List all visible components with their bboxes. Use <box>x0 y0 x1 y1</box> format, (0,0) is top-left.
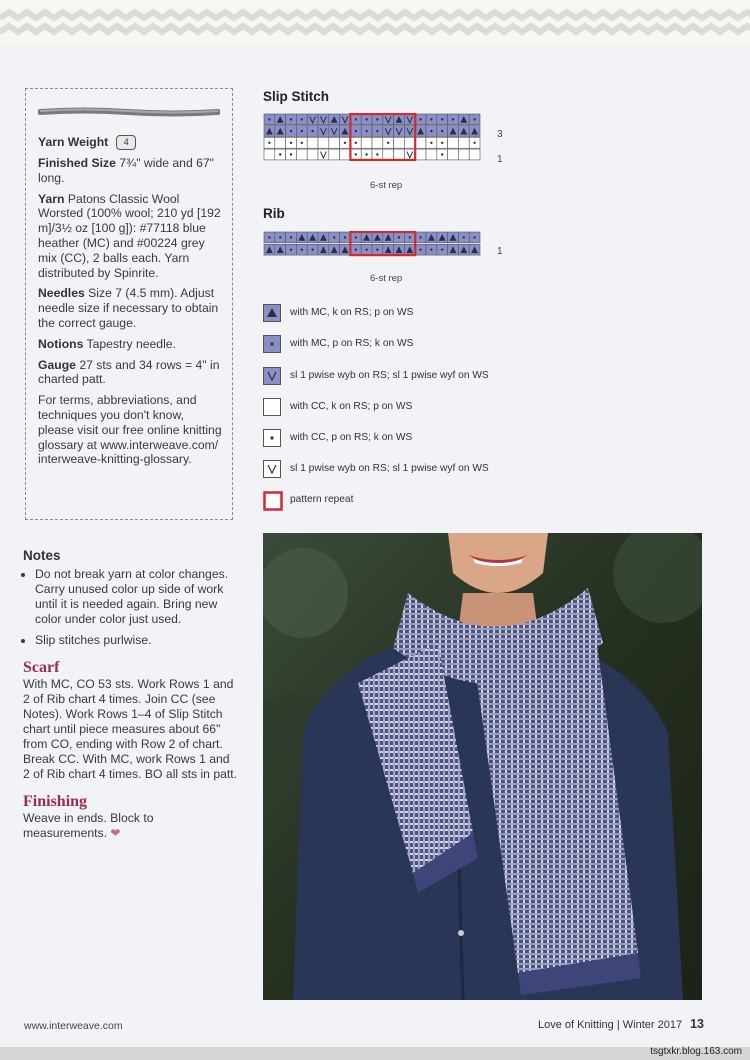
watermark-bar <box>0 1047 750 1060</box>
chart-cell-knit <box>329 114 340 125</box>
chart-cell-purl <box>286 149 297 160</box>
chart-cell-purl <box>437 137 448 148</box>
footer-issue: Love of Knitting | Winter 2017 13 <box>537 1017 704 1031</box>
yarn-details: Yarn Patons Classic Wool Worsted (100% wool; 210 yd [192 m]/3½ oz [100 g]): #77118 blue heather (MC) and #00224 grey mix (CC), 2 balls each. Yarn distributed by Spinrite. <box>38 191 221 280</box>
chart-cell-purl <box>264 114 275 125</box>
chart-cell-knit <box>318 244 329 255</box>
page-number: 13 <box>690 1017 704 1031</box>
yarn-weight: Yarn Weight 4 <box>38 135 222 150</box>
chart-cell-purl <box>296 137 307 148</box>
chart-cell-purl <box>329 232 340 243</box>
chart-cell-knit <box>404 244 415 255</box>
scarf-title: Scarf <box>23 659 60 676</box>
chart-cell-purl <box>286 126 297 137</box>
chart-cell-knit <box>318 232 329 243</box>
key-cc-slip: sl 1 pwise wyb on RS; sl 1 pwise wyf on WS <box>263 460 563 480</box>
chart-cell-purl <box>437 114 448 125</box>
chart-cell-purl <box>372 149 383 160</box>
notes-item: • Do not break yarn at color changes. Carry unused color up side of work until it is needed again. Bring new color under color just used. <box>35 567 238 627</box>
chart-cell-knit <box>275 244 286 255</box>
chart-cell-purl <box>286 232 297 243</box>
chart-cell-purl <box>415 244 426 255</box>
notes-item: • Slip stitches purlwise. <box>35 633 238 648</box>
mc-purl-icon <box>263 335 281 353</box>
chart-cell-knit <box>458 114 469 125</box>
notes-title: Notes <box>23 548 61 563</box>
chart-cell-empty <box>394 149 405 160</box>
chart-cell-purl <box>415 232 426 243</box>
chart-cell-slip <box>340 114 351 125</box>
scarf-photo <box>263 533 702 1000</box>
chart-cell-empty <box>426 149 437 160</box>
chart-cell-slip <box>404 149 415 160</box>
chart-cell-purl <box>286 244 297 255</box>
chart-cell-knit <box>329 244 340 255</box>
cc-slip-icon <box>263 460 281 478</box>
chart-cell-purl <box>361 126 372 137</box>
chart-cell-purl <box>307 244 318 255</box>
chart-cell-purl <box>372 244 383 255</box>
chart-cell-purl <box>415 114 426 125</box>
chart-cell-purl <box>350 126 361 137</box>
footer-website: www.interweave.com <box>24 1020 123 1032</box>
chart-cell-empty <box>264 149 275 160</box>
rib-chart-title: Rib <box>263 206 285 221</box>
chart-cell-knit <box>372 232 383 243</box>
chart-cell-empty <box>448 137 459 148</box>
key-mc-knit: with MC, k on RS; p on WS <box>263 304 563 324</box>
chart-cell-purl <box>437 149 448 160</box>
chart-cell-knit <box>340 244 351 255</box>
chart-cell-purl <box>307 126 318 137</box>
pattern-info-box <box>25 88 233 520</box>
chart-cell-empty <box>296 149 307 160</box>
pattern-repeat-icon <box>263 491 283 511</box>
chart-cell-knit <box>264 126 275 137</box>
chart-cell-purl <box>361 149 372 160</box>
key-cc-purl: with CC, p on RS; k on WS <box>263 429 563 449</box>
chart-cell-empty <box>469 149 480 160</box>
slip-stitch-chart-title: Slip Stitch <box>263 89 330 104</box>
chart-cell-slip <box>383 114 394 125</box>
chart-cell-purl <box>372 114 383 125</box>
finishing-instructions: Weave in ends. Block to measurements. ❤ <box>23 811 154 840</box>
rib-rep-label: 6-st rep <box>370 273 403 284</box>
chart-cell-purl <box>458 232 469 243</box>
slip-row-label-1: 1 <box>497 154 503 165</box>
needles-details: Needles Size 7 (4.5 mm). Adjust needle size if necessary to obtain the correct gauge. <box>38 286 219 330</box>
slip-rep-label: 6-st rep <box>370 180 403 191</box>
chart-cell-purl <box>383 137 394 148</box>
zigzag-header-border <box>0 0 750 46</box>
chart-cell-purl <box>350 149 361 160</box>
chart-cell-purl <box>426 244 437 255</box>
chart-cell-knit <box>383 232 394 243</box>
chart-cell-purl <box>372 126 383 137</box>
chart-cell-knit <box>437 232 448 243</box>
chart-cell-purl <box>426 126 437 137</box>
terms-text: For terms, abbreviations, and techniques you don't know, please visit our free online knitting glossary at www.interweave.com/ interweave-knitting-glossary. <box>38 393 222 467</box>
chart-cell-knit <box>361 232 372 243</box>
chart-cell-knit <box>448 244 459 255</box>
chart-cell-knit <box>426 232 437 243</box>
chart-cell-purl <box>448 114 459 125</box>
chart-cell-empty <box>448 149 459 160</box>
chart-cell-knit <box>458 126 469 137</box>
chart-cell-slip <box>318 114 329 125</box>
chart-cell-purl <box>350 232 361 243</box>
chart-cell-knit <box>458 244 469 255</box>
chart-cell-knit <box>307 232 318 243</box>
slip-stitch-chart <box>263 113 481 164</box>
chart-cell-purl <box>361 114 372 125</box>
chart-cell-empty <box>458 137 469 148</box>
chart-cell-purl <box>286 137 297 148</box>
cc-knit-icon <box>263 398 281 416</box>
chart-cell-knit <box>383 244 394 255</box>
key-cc-knit: with CC, k on RS; p on WS <box>263 398 563 418</box>
key-pattern-repeat: pattern repeat <box>263 491 563 511</box>
mc-slip-icon <box>263 367 281 385</box>
chart-cell-empty <box>415 137 426 148</box>
chart-cell-purl <box>350 137 361 148</box>
chart-cell-empty <box>329 149 340 160</box>
chart-cell-purl <box>340 232 351 243</box>
chart-cell-slip <box>383 126 394 137</box>
chart-cell-slip <box>404 114 415 125</box>
mc-knit-icon <box>263 304 281 322</box>
chart-cell-empty <box>383 149 394 160</box>
gauge-details: Gauge 27 sts and 34 rows = 4" in charted patt. <box>38 357 220 387</box>
chart-cell-purl <box>296 114 307 125</box>
chart-cell-purl <box>469 114 480 125</box>
chart-cell-purl <box>437 244 448 255</box>
chart-cell-knit <box>275 114 286 125</box>
chart-cell-empty <box>404 137 415 148</box>
chart-cell-empty <box>340 149 351 160</box>
blog-watermark: tsgtxkr.blog.163.com <box>650 1046 742 1057</box>
chart-cell-purl <box>404 232 415 243</box>
chart-cell-slip <box>318 126 329 137</box>
chart-cell-purl <box>296 126 307 137</box>
chart-cell-purl <box>264 232 275 243</box>
rib-chart <box>263 231 481 258</box>
chart-cell-knit <box>448 232 459 243</box>
chart-cell-purl <box>264 137 275 148</box>
chart-cell-knit <box>264 244 275 255</box>
chart-cell-slip <box>329 126 340 137</box>
chart-cell-knit <box>415 126 426 137</box>
chart-cell-knit <box>275 126 286 137</box>
finishing-title: Finishing <box>23 793 88 810</box>
chart-cell-purl <box>340 137 351 148</box>
key-mc-purl: with MC, p on RS; k on WS <box>263 335 563 355</box>
yarn-weight-icon: 4 <box>116 135 136 150</box>
chart-cell-purl <box>350 114 361 125</box>
chart-cell-knit <box>448 126 459 137</box>
chart-cell-purl <box>296 244 307 255</box>
chart-cell-empty <box>275 137 286 148</box>
cc-purl-icon <box>263 429 281 447</box>
chart-cell-slip <box>318 149 329 160</box>
notes-list <box>23 567 238 648</box>
chart-cell-empty <box>361 137 372 148</box>
chart-cell-knit <box>340 126 351 137</box>
chart-cell-purl <box>426 114 437 125</box>
slip-row-label-3: 3 <box>497 129 503 140</box>
chart-cell-slip <box>404 126 415 137</box>
chart-cell-purl <box>394 232 405 243</box>
chart-cell-purl <box>350 244 361 255</box>
chart-cell-empty <box>394 137 405 148</box>
instructions-column <box>23 548 238 841</box>
chart-cell-purl <box>426 137 437 148</box>
chart-cell-empty <box>415 149 426 160</box>
chart-cell-purl <box>275 232 286 243</box>
chart-cell-knit <box>394 244 405 255</box>
chart-cell-empty <box>307 137 318 148</box>
chart-cell-purl <box>361 244 372 255</box>
chart-cell-knit <box>469 244 480 255</box>
notions-details: Notions Tapestry needle. <box>38 336 176 351</box>
heart-icon: ❤ <box>110 826 121 840</box>
chart-cell-slip <box>307 114 318 125</box>
chart-cell-empty <box>372 137 383 148</box>
key-mc-slip: sl 1 pwise wyb on RS; sl 1 pwise wyf on WS <box>263 367 563 387</box>
yarn-strand-image <box>38 107 220 117</box>
finished-size: Finished Size 7¾" wide and 67" long. <box>38 156 214 185</box>
chart-cell-empty <box>329 137 340 148</box>
chart-cell-purl <box>469 232 480 243</box>
chart-cell-knit <box>296 232 307 243</box>
chart-cell-knit <box>469 126 480 137</box>
chart-cell-purl <box>469 137 480 148</box>
chart-cell-purl <box>286 114 297 125</box>
chart-cell-empty <box>458 149 469 160</box>
rib-row-label-1: 1 <box>497 246 503 257</box>
chart-cell-empty <box>318 137 329 148</box>
chart-cell-empty <box>307 149 318 160</box>
chart-cell-knit <box>394 114 405 125</box>
chart-cell-slip <box>394 126 405 137</box>
chart-cell-purl <box>437 126 448 137</box>
chart-cell-purl <box>275 149 286 160</box>
scarf-instructions: With MC, CO 53 sts. Work Rows 1 and 2 of Rib chart 4 times. Join CC (see Notes). Work Rows 1–4 of Slip Stitch chart until piece measures about 66" from CO, ending with Row 2 of chart. Break CC. With MC, work Rows 1 and 2 of Rib chart 4 times. BO all sts in patt. <box>23 677 238 781</box>
